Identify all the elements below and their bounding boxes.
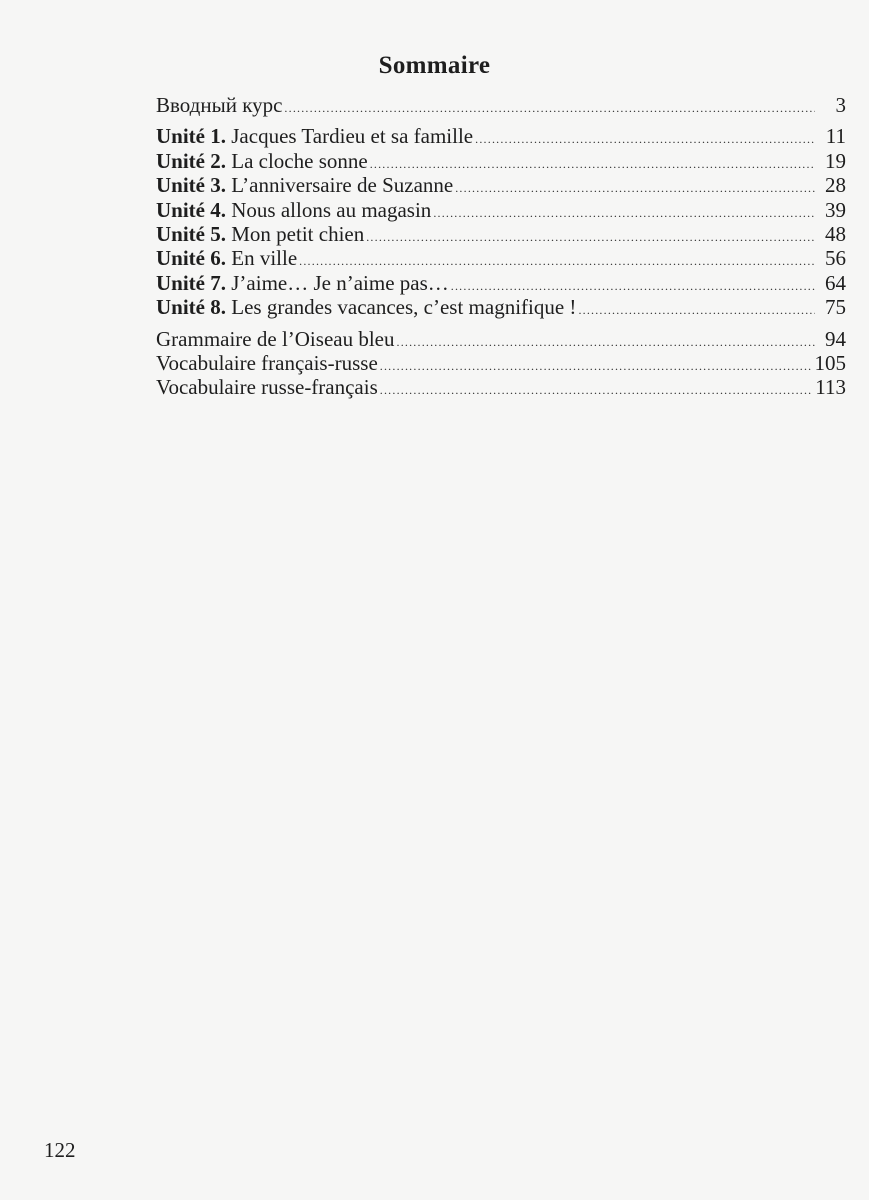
toc-entry-title: Nous allons au magasin (231, 197, 432, 222)
toc-entry-page: 64 (825, 270, 846, 295)
toc-entry-unit-2 (156, 148, 846, 172)
toc-entry-page: 48 (825, 221, 846, 246)
toc-entry-unit-1 (156, 123, 846, 147)
page-heading: Sommaire (378, 52, 491, 79)
toc-entry-title: Les grandes vacances, c’est magnifique ! (231, 295, 577, 320)
toc-entry-unit-6 (156, 245, 846, 269)
toc-intro-group (156, 92, 846, 116)
toc-unit-label: Unité 6. (156, 246, 226, 271)
toc-entry-grammar (156, 326, 846, 350)
toc-entry-page: 11 (825, 124, 846, 149)
toc-entry-unit-7 (156, 270, 846, 294)
toc-appendices-group (156, 326, 846, 399)
page-number: 122 (44, 1138, 76, 1162)
dot-leader (475, 126, 815, 152)
toc-entry-page: 28 (825, 173, 846, 198)
toc-unit-label: Unité 8. (156, 295, 226, 320)
toc-entry-title: L’anniversaire de Suzanne (231, 173, 454, 198)
toc-entry-page: 105 (814, 350, 846, 375)
toc-entry-page: 75 (825, 295, 846, 320)
toc-entry-page: 39 (825, 197, 846, 222)
toc-unit-label: Unité 7. (156, 270, 226, 295)
toc-unit-label: Unité 4. (156, 197, 226, 222)
toc-entry-page: 56 (825, 246, 846, 271)
toc-entry-title: La cloche sonne (231, 148, 368, 173)
toc-entry-page: 94 (825, 326, 846, 351)
dot-leader (380, 377, 813, 403)
toc-units-group (156, 123, 846, 318)
toc-entry-page: 3 (835, 93, 846, 117)
dot-leader (455, 175, 815, 201)
dot-leader (366, 224, 815, 250)
dot-leader (433, 200, 815, 226)
toc-entry-vocab-fr-ru (156, 350, 846, 374)
toc-entry-unit-5 (156, 221, 846, 245)
toc-entry-title: Mon petit chien (231, 221, 365, 246)
toc-entry-title: Вводный курс (156, 93, 283, 117)
toc-unit-label: Unité 5. (156, 221, 226, 246)
toc-unit-label: Unité 2. (156, 148, 226, 173)
toc-entry-page: 113 (815, 375, 846, 400)
toc-entry-title: Grammaire de l’Oiseau bleu (156, 326, 395, 351)
toc-entry-unit-8 (156, 294, 846, 318)
toc-entry-title: Vocabulaire français-russe (156, 350, 378, 375)
dot-leader (380, 353, 812, 379)
toc-entry-title: Jacques Tardieu et sa famille (231, 124, 474, 149)
toc-entry-page: 19 (825, 148, 846, 173)
toc-entry-unit-3 (156, 172, 846, 196)
toc-entry-vocab-ru-fr (156, 374, 846, 398)
dot-leader (578, 297, 815, 323)
table-of-contents (156, 92, 846, 399)
toc-entry-title: En ville (231, 246, 298, 271)
toc-entry-title: J’aime… Je n’aime pas… (231, 270, 449, 295)
dot-leader (284, 95, 815, 121)
toc-unit-label: Unité 3. (156, 173, 226, 198)
toc-entry-intro (156, 92, 846, 116)
toc-entry-title: Vocabulaire russe-français (156, 375, 378, 400)
toc-entry-unit-4 (156, 197, 846, 221)
dot-leader (397, 329, 816, 355)
toc-unit-label: Unité 1. (156, 124, 226, 149)
